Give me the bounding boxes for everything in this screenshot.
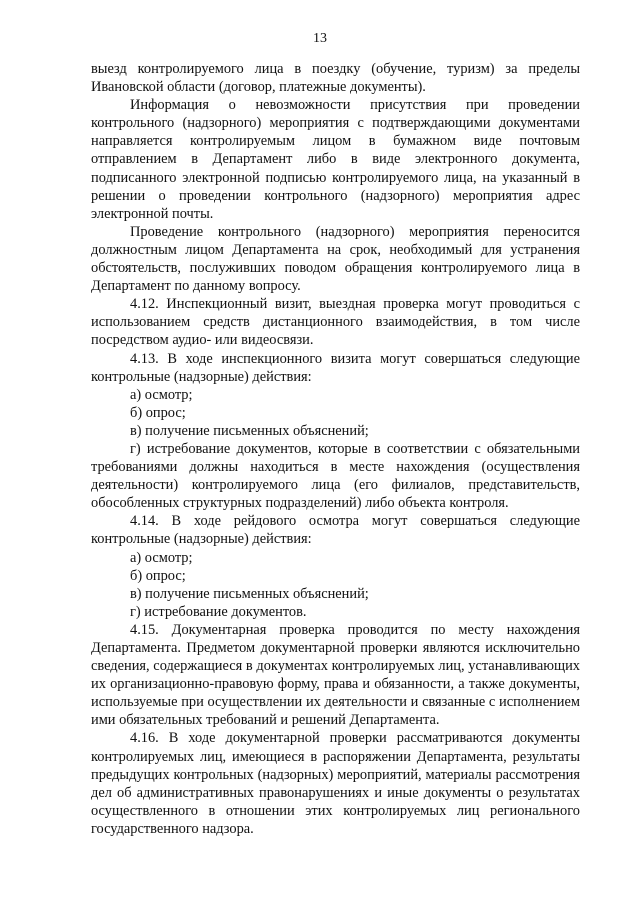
list-item-raid-d: г) истребование документов. (130, 603, 307, 620)
list-item-inspection-a: а) осмотр; (130, 386, 193, 403)
list-item-raid-a: а) осмотр; (130, 549, 193, 566)
paragraph-absence-notice: Информация о невозможности присутствия при проведении контрольного (надзорного) мероприятия с подтверждающими документами направляется контролируемым лицом в бумажном виде почтовым отправлением в Департамент либо в виде электронного документа, подписанного электронной подписью контролируемого лица, на указанный в решении о проведении контрольного (надзорного) мероприятия адрес электронной почты. (91, 97, 580, 222)
document-body (91, 60, 580, 838)
list-item-inspection-b: б) опрос; (130, 404, 186, 421)
paragraph-4-12: 4.12. Инспекционный визит, выездная проверка могут проводиться с использованием средств дистанционного взаимодействия, в том числе посредством аудио- или видеосвязи. (91, 296, 580, 349)
paragraph-continuation: выезд контролируемого лица в поездку (обучение, туризм) за пределы Ивановской области (договор, платежные документы). (91, 61, 580, 96)
list-item-raid-b: б) опрос; (130, 567, 186, 584)
paragraph-4-14: 4.14. В ходе рейдового осмотра могут совершаться следующие контрольные (надзорные) действия: (91, 513, 580, 548)
paragraph-4-16: 4.16. В ходе документарной проверки рассматриваются документы контролируемых лиц, имеющиеся в распоряжении Департамента, результаты предыдущих контрольных (надзорных) мероприятий, материалы рассмотрения дел об административных правонарушениях и иные документы о результатах осуществленного в отношении этих контролируемых лиц регионального государственного надзора. (91, 730, 580, 837)
paragraph-4-15: 4.15. Документарная проверка проводится по месту нахождения Департамента. Предметом документарной проверки являются исключительно сведения, содержащиеся в документах контролируемых лиц, устанавливающих их организационно-правовую форму, права и обязанности, а также документы, используемые при осуществлении их деятельности и связанные с исполнением ими обязательных требований и решений Департамента. (91, 621, 580, 729)
paragraph-postponement: Проведение контрольного (надзорного) мероприятия переносится должностным лицом Департамента на срок, необходимый для устранения обстоятельств, послуживших поводом обращения контролируемого лица в Департамент по данному вопросу. (91, 223, 580, 295)
list-item-raid-c: в) получение письменных объяснений; (130, 585, 369, 602)
paragraph-4-13: 4.13. В ходе инспекционного визита могут совершаться следующие контрольные (надзорные) действия: (91, 350, 580, 385)
list-item-inspection-d: г) истребование документов, которые в соответствии с обязательными требованиями должны находиться в месте нахождения (осуществления деятельности) контролируемого лица (его филиалов, представительств, обособленных структурных подразделений) либо объекта контроля. (91, 440, 580, 512)
page-number: 13 (313, 31, 327, 46)
list-item-inspection-c: в) получение письменных объяснений; (130, 422, 369, 439)
